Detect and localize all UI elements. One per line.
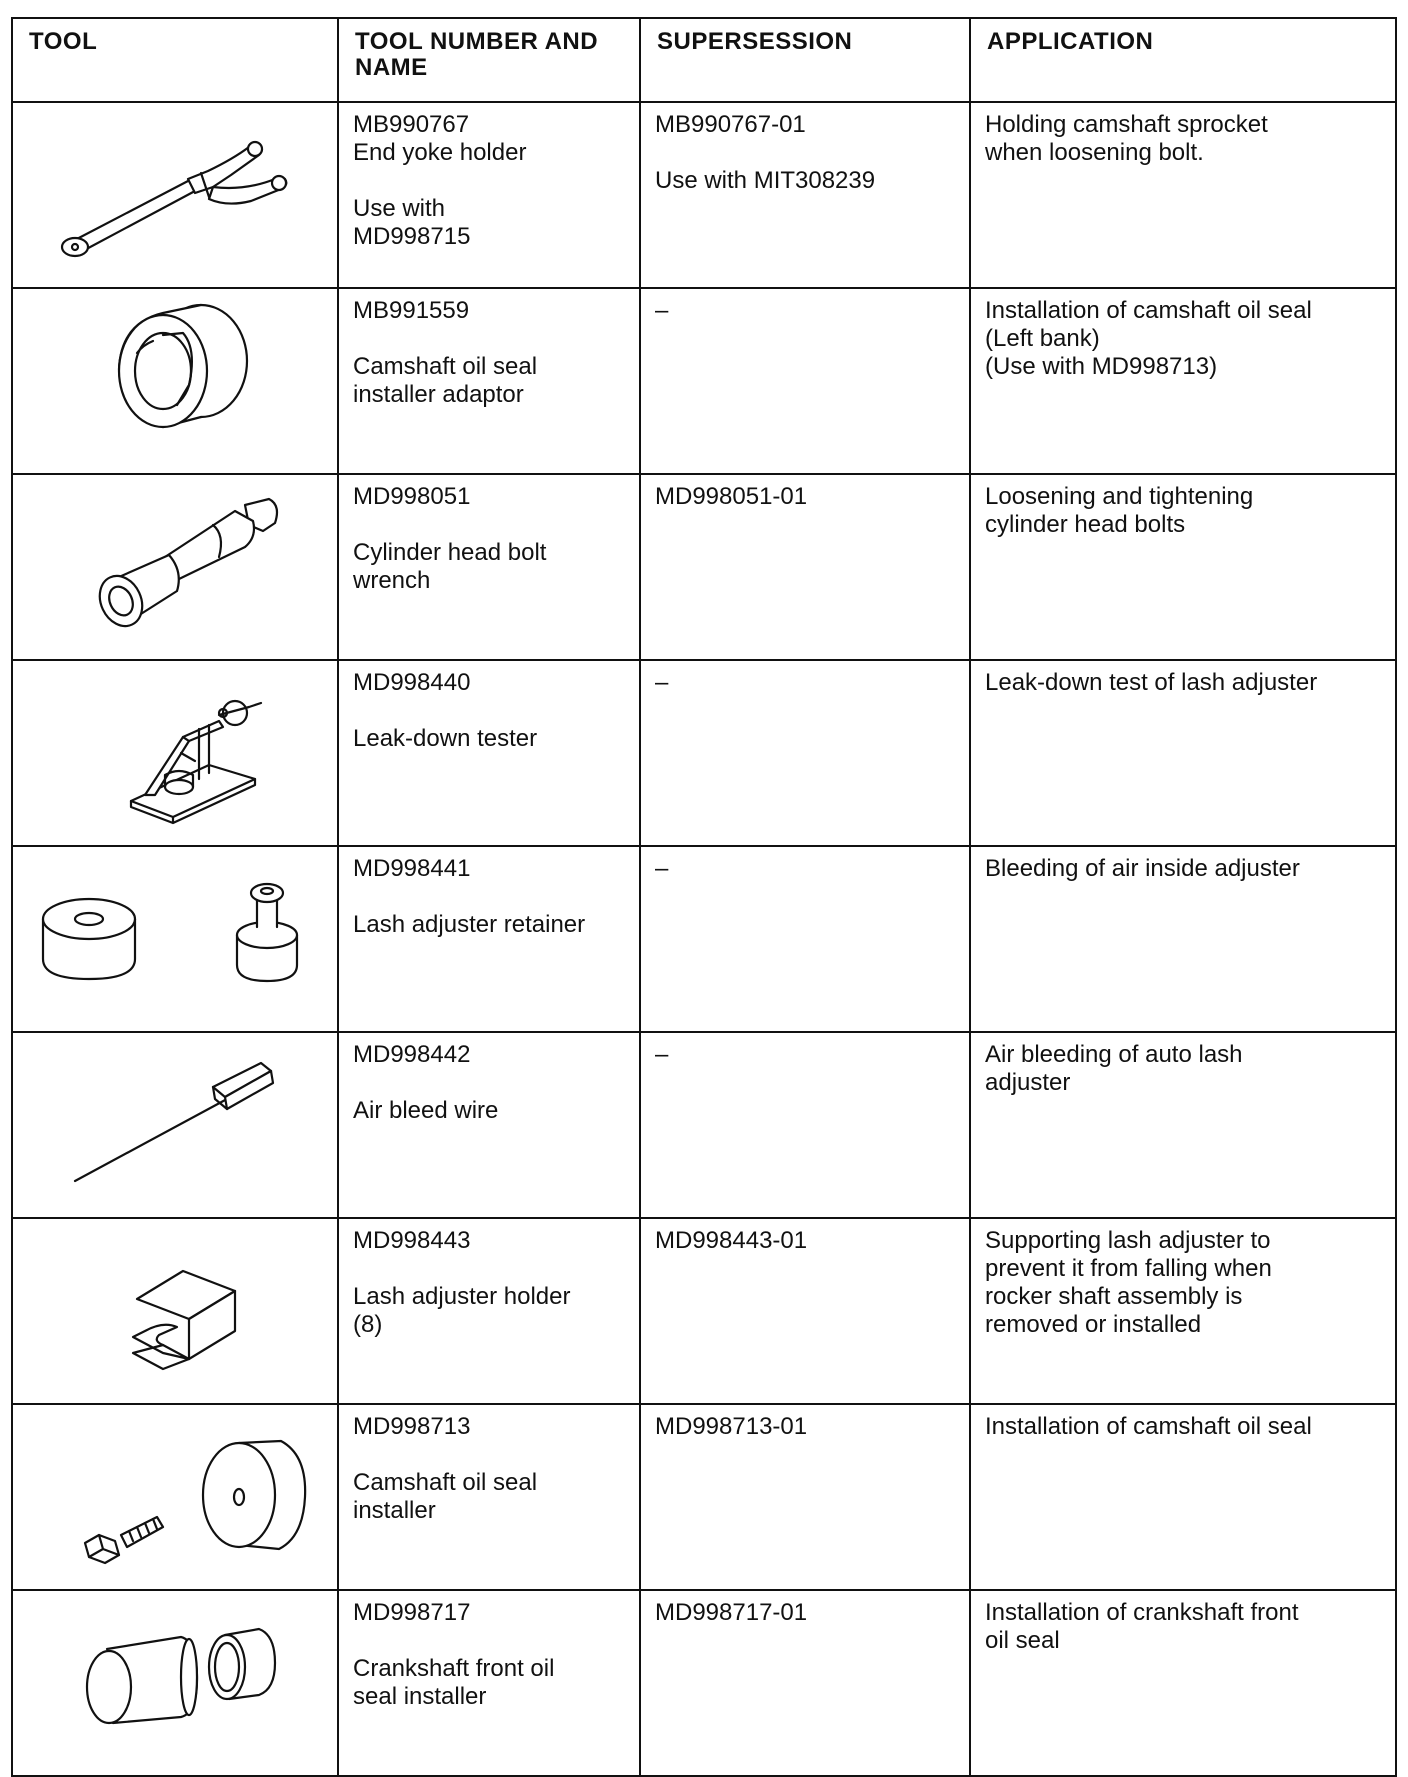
special-tools-table-container bbox=[11, 17, 1395, 1777]
application-cell bbox=[970, 1590, 1396, 1776]
tool-image-cell bbox=[12, 1404, 338, 1590]
supersession-value: MD998443-01 bbox=[655, 1227, 808, 1254]
supersession-cell bbox=[640, 474, 970, 660]
header-application: APPLICATION bbox=[970, 18, 1396, 102]
header-row bbox=[12, 18, 1396, 102]
tool-number: MD998717 bbox=[353, 1599, 471, 1626]
table-row bbox=[12, 1032, 1396, 1218]
tool-number: MD998441 bbox=[353, 855, 471, 882]
table-row bbox=[12, 1590, 1396, 1776]
tool-name: Leak-down tester bbox=[353, 725, 538, 752]
header-tool-number-line1: TOOL NUMBER AND bbox=[355, 28, 599, 55]
supersession-cell bbox=[640, 660, 970, 846]
header-tool-number-line2: NAME bbox=[355, 54, 428, 81]
application-text: Air bleeding of auto lash bbox=[985, 1041, 1243, 1068]
application-cell bbox=[970, 102, 1396, 288]
tool-name: Crankshaft front oil bbox=[353, 1655, 555, 1682]
application-text: (Use with MD998713) bbox=[985, 353, 1218, 380]
application-text: Installation of camshaft oil seal bbox=[985, 1413, 1312, 1440]
tool-number-name-cell bbox=[338, 1590, 640, 1776]
table-row bbox=[12, 846, 1396, 1032]
application-text: Leak-down test of lash adjuster bbox=[985, 669, 1318, 696]
supersession-cell bbox=[640, 102, 970, 288]
table-row bbox=[12, 288, 1396, 474]
crankshaft-front-oil-seal-installer-icon bbox=[13, 1591, 339, 1767]
leak-down-tester-icon bbox=[13, 661, 339, 837]
tool-number-name-cell bbox=[338, 288, 640, 474]
application-text: Supporting lash adjuster to bbox=[985, 1227, 1271, 1254]
tool-name: wrench bbox=[353, 567, 431, 594]
supersession-value: MB990767-01 bbox=[655, 111, 806, 138]
tool-name: Air bleed wire bbox=[353, 1097, 499, 1124]
supersession-cell bbox=[640, 1590, 970, 1776]
tool-number: MB990767 bbox=[353, 111, 470, 138]
tool-note: Use with bbox=[353, 195, 446, 222]
tool-number: MD998713 bbox=[353, 1413, 471, 1440]
application-text: oil seal bbox=[985, 1627, 1060, 1654]
tool-name: seal installer bbox=[353, 1683, 487, 1710]
tool-name: Cylinder head bolt bbox=[353, 539, 547, 566]
tool-name: installer adaptor bbox=[353, 381, 524, 408]
header-tool-number-name bbox=[338, 18, 640, 102]
application-text: prevent it from falling when bbox=[985, 1255, 1272, 1282]
camshaft-oil-seal-installer-icon bbox=[13, 1405, 339, 1581]
table-row bbox=[12, 474, 1396, 660]
header-tool: TOOL bbox=[12, 18, 338, 102]
tool-number-name-cell bbox=[338, 846, 640, 1032]
application-cell bbox=[970, 1032, 1396, 1218]
end-yoke-holder-icon bbox=[13, 103, 339, 279]
application-text: removed or installed bbox=[985, 1311, 1202, 1338]
oil-seal-installer-adaptor-icon bbox=[13, 289, 339, 465]
tool-name: Lash adjuster retainer bbox=[353, 911, 586, 938]
table-row bbox=[12, 660, 1396, 846]
tool-number-name-cell bbox=[338, 102, 640, 288]
application-text: Loosening and tightening bbox=[985, 483, 1254, 510]
application-text: when loosening bolt. bbox=[985, 139, 1204, 166]
cylinder-head-bolt-wrench-icon bbox=[13, 475, 339, 651]
table-row bbox=[12, 1404, 1396, 1590]
application-text: Holding camshaft sprocket bbox=[985, 111, 1268, 138]
supersession-cell bbox=[640, 1032, 970, 1218]
supersession-value: MD998713-01 bbox=[655, 1413, 808, 1440]
application-text: cylinder head bolts bbox=[985, 511, 1186, 538]
special-tools-table bbox=[11, 17, 1397, 1777]
tool-image-cell bbox=[12, 1590, 338, 1776]
application-text: Bleeding of air inside adjuster bbox=[985, 855, 1300, 882]
tool-image-cell bbox=[12, 474, 338, 660]
tool-number: MD998051 bbox=[353, 483, 471, 510]
supersession-value: MD998717-01 bbox=[655, 1599, 808, 1626]
tool-image-cell bbox=[12, 1032, 338, 1218]
tool-name: Lash adjuster holder bbox=[353, 1283, 571, 1310]
supersession-note: Use with MIT308239 bbox=[655, 167, 876, 194]
tool-image-cell bbox=[12, 1218, 338, 1404]
tool-name: End yoke holder bbox=[353, 139, 527, 166]
tool-image-cell bbox=[12, 102, 338, 288]
table-row bbox=[12, 1218, 1396, 1404]
tool-number-name-cell bbox=[338, 1032, 640, 1218]
tool-name: Camshaft oil seal bbox=[353, 353, 538, 380]
application-cell bbox=[970, 846, 1396, 1032]
application-text: adjuster bbox=[985, 1069, 1071, 1096]
application-cell bbox=[970, 1404, 1396, 1590]
tool-number-name-cell bbox=[338, 660, 640, 846]
supersession-cell bbox=[640, 1218, 970, 1404]
header-supersession: SUPERSESSION bbox=[640, 18, 970, 102]
tool-number: MD998443 bbox=[353, 1227, 471, 1254]
supersession-cell bbox=[640, 288, 970, 474]
lash-adjuster-retainer-icon bbox=[13, 847, 339, 1023]
tool-image-cell bbox=[12, 288, 338, 474]
tool-name: (8) bbox=[353, 1311, 383, 1338]
supersession-value: – bbox=[655, 297, 669, 324]
tool-image-cell bbox=[12, 846, 338, 1032]
application-text: (Left bank) bbox=[985, 325, 1100, 352]
application-text: Installation of crankshaft front bbox=[985, 1599, 1299, 1626]
application-cell bbox=[970, 474, 1396, 660]
supersession-value: MD998051-01 bbox=[655, 483, 808, 510]
tool-number: MD998440 bbox=[353, 669, 471, 696]
tool-note: MD998715 bbox=[353, 223, 471, 250]
table-row bbox=[12, 102, 1396, 288]
application-cell bbox=[970, 288, 1396, 474]
tool-number-name-cell bbox=[338, 474, 640, 660]
supersession-cell bbox=[640, 846, 970, 1032]
lash-adjuster-holder-icon bbox=[13, 1219, 339, 1395]
tool-number: MD998442 bbox=[353, 1041, 471, 1068]
tool-image-cell bbox=[12, 660, 338, 846]
tool-number-name-cell bbox=[338, 1404, 640, 1590]
supersession-value: – bbox=[655, 1041, 669, 1068]
tool-number: MB991559 bbox=[353, 297, 470, 324]
supersession-value: – bbox=[655, 669, 669, 696]
application-cell bbox=[970, 660, 1396, 846]
tool-name: Camshaft oil seal bbox=[353, 1469, 538, 1496]
tool-name: installer bbox=[353, 1497, 436, 1524]
supersession-value: – bbox=[655, 855, 669, 882]
application-text: Installation of camshaft oil seal bbox=[985, 297, 1312, 324]
application-cell bbox=[970, 1218, 1396, 1404]
air-bleed-wire-icon bbox=[13, 1033, 339, 1209]
application-text: rocker shaft assembly is bbox=[985, 1283, 1243, 1310]
supersession-cell bbox=[640, 1404, 970, 1590]
tool-number-name-cell bbox=[338, 1218, 640, 1404]
